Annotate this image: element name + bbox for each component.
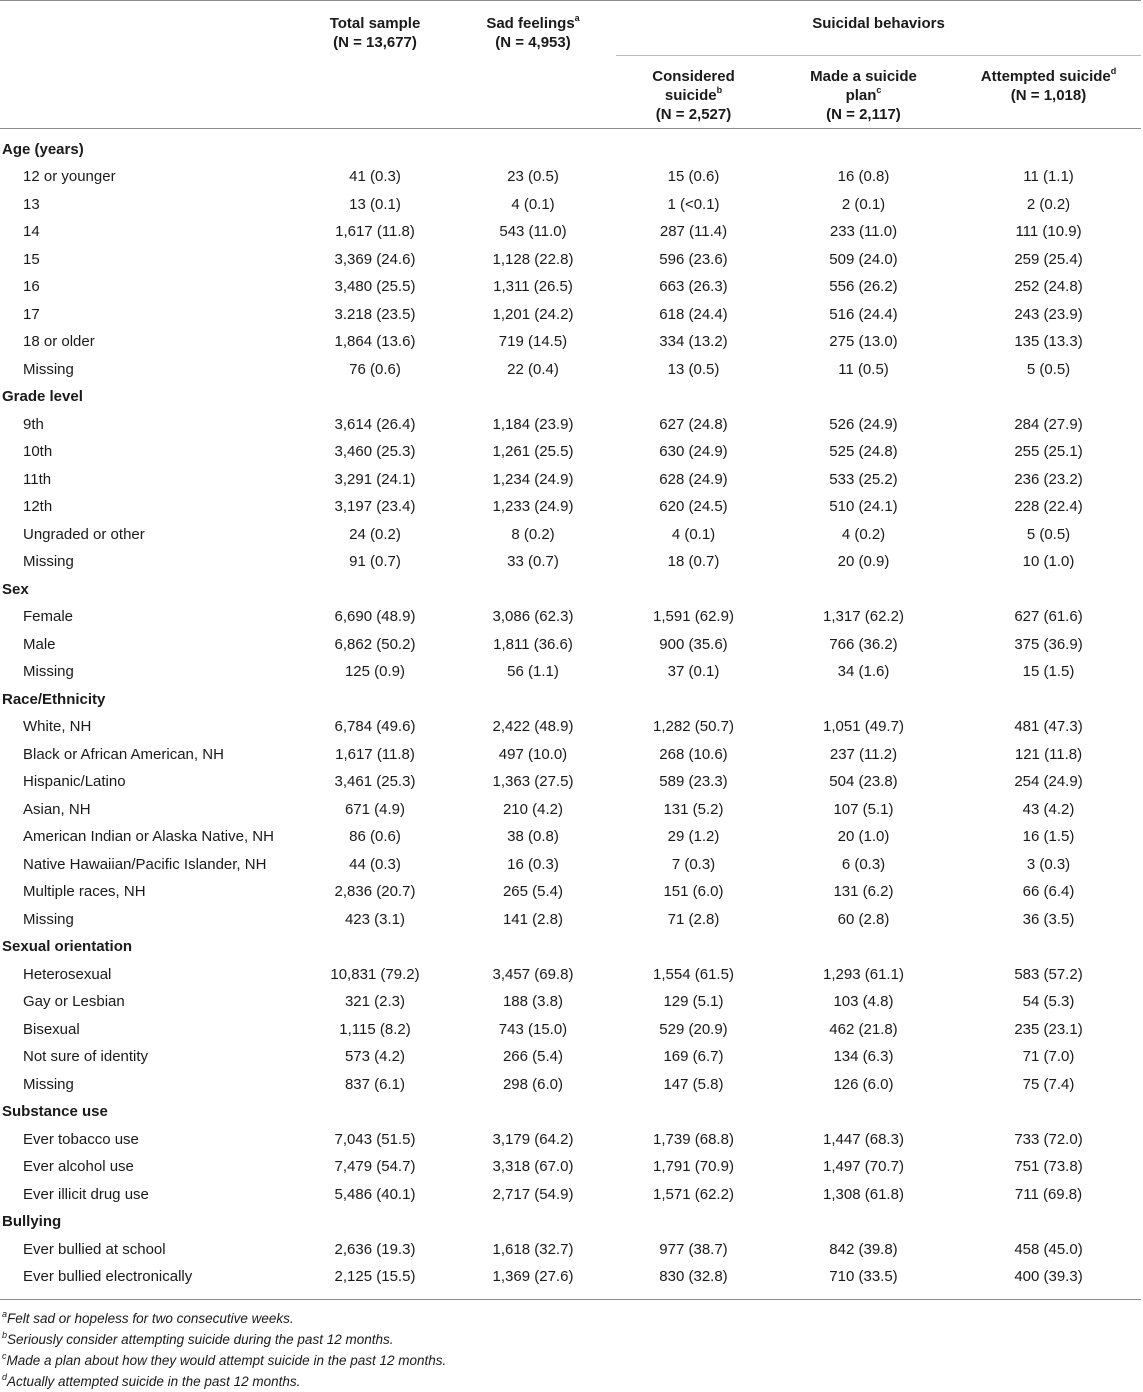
table-cell: 733 (72.0) <box>1014 1130 1083 1148</box>
table-cell: 1,554 (61.5) <box>653 965 734 983</box>
table-row <box>0 989 1141 1017</box>
table-cell: 1,317 (62.2) <box>823 608 904 626</box>
row-label: 10th <box>23 443 53 461</box>
section-header-row <box>0 577 1141 605</box>
table-cell: 620 (24.5) <box>659 498 728 516</box>
table-cell: 837 (6.1) <box>344 1075 406 1093</box>
table-cell: 573 (4.2) <box>344 1048 406 1066</box>
table-cell: 671 (4.9) <box>344 800 406 818</box>
table-row <box>0 522 1141 550</box>
row-label: Missing <box>23 360 74 378</box>
section-title: Age (years) <box>2 140 84 158</box>
footnote <box>2 1308 446 1329</box>
table-cell: 268 (10.6) <box>659 745 728 763</box>
table-row <box>0 824 1141 852</box>
table-cell: 125 (0.9) <box>344 663 406 681</box>
table-cell: 103 (4.8) <box>833 993 894 1011</box>
table-cell: 5 (0.5) <box>1026 360 1071 378</box>
section-header-row <box>0 1099 1141 1127</box>
table-cell: 56 (1.1) <box>507 663 559 681</box>
table-cell: 91 (0.7) <box>349 553 401 571</box>
table-cell: 126 (6.0) <box>833 1075 894 1093</box>
table-cell: 3 (0.3) <box>1026 855 1071 873</box>
table-cell: 3,369 (24.6) <box>334 250 416 268</box>
table-row <box>0 1044 1141 1072</box>
table-cell: 516 (24.4) <box>829 305 898 323</box>
header-plan-n: (N = 2,117) <box>826 105 901 123</box>
section-title: Grade level <box>2 388 83 406</box>
table-cell: 252 (24.8) <box>1014 278 1083 296</box>
table-cell: 842 (39.8) <box>829 1240 898 1258</box>
table-cell: 3,197 (23.4) <box>334 498 416 516</box>
table-cell: 4 (0.1) <box>671 525 716 543</box>
table-cell: 1,115 (8.2) <box>339 1020 411 1038</box>
table-cell: 41 (0.3) <box>349 168 401 186</box>
table-cell: 38 (0.8) <box>507 828 559 846</box>
table-row <box>0 714 1141 742</box>
table-cell: 504 (23.8) <box>829 773 898 791</box>
row-label: Native Hawaiian/Pacific Islander, NH <box>23 855 267 873</box>
table-cell: 710 (33.5) <box>829 1268 898 1286</box>
table-cell: 233 (11.0) <box>829 223 898 241</box>
table-cell: 2,836 (20.7) <box>334 883 416 901</box>
header-attempted-sup: d <box>1110 66 1117 76</box>
table-cell: 1,591 (62.9) <box>653 608 734 626</box>
table-cell: 1,617 (11.8) <box>335 745 415 763</box>
table-row <box>0 852 1141 880</box>
table-row <box>0 274 1141 302</box>
footnote-text: Seriously consider attempting suicide during the past 12 months. <box>7 1332 394 1347</box>
table-cell: 265 (5.4) <box>502 883 564 901</box>
footnote-marker: c <box>2 1350 7 1361</box>
table-cell: 3,457 (69.8) <box>492 965 574 983</box>
row-label: 12 or younger <box>23 168 116 186</box>
table-cell: 509 (24.0) <box>829 250 898 268</box>
table-cell: 2,422 (48.9) <box>492 718 574 736</box>
table-cell: 254 (24.9) <box>1014 773 1083 791</box>
table-cell: 131 (6.2) <box>833 883 894 901</box>
table-cell: 3,086 (62.3) <box>492 608 574 626</box>
table-cell: 510 (24.1) <box>829 498 898 516</box>
table-cell: 16 (1.5) <box>1022 828 1075 846</box>
table-cell: 1,184 (23.9) <box>492 415 574 433</box>
table-cell: 1,617 (11.8) <box>335 223 415 241</box>
table-cell: 1,128 (22.8) <box>492 250 574 268</box>
table-row <box>0 1264 1141 1299</box>
row-label: Ever bullied electronically <box>23 1268 193 1286</box>
table-cell: 10 (1.0) <box>1022 553 1075 571</box>
table-row <box>0 1072 1141 1100</box>
table-cell: 719 (14.5) <box>498 333 568 351</box>
header-considered-line1: Considered <box>652 68 735 85</box>
table-cell: 15 (0.6) <box>667 168 720 186</box>
row-label: Black or African American, NH <box>23 745 224 763</box>
table-cell: 11 (0.5) <box>838 360 889 378</box>
row-label: Ever bullied at school <box>23 1240 166 1258</box>
row-label: Ever illicit drug use <box>23 1185 149 1203</box>
table-cell: 1,571 (62.2) <box>653 1185 734 1203</box>
row-label: Asian, NH <box>23 800 91 818</box>
table-cell: 8 (0.2) <box>511 525 555 543</box>
table-row <box>0 439 1141 467</box>
header-plan-line2: plan <box>845 86 877 104</box>
table-body <box>0 129 1141 1300</box>
table-cell: 7 (0.3) <box>671 855 716 873</box>
table-cell: 1,497 (70.7) <box>823 1158 904 1176</box>
table-cell: 3,318 (67.0) <box>492 1158 574 1176</box>
header-total-n: (N = 13,677) <box>333 33 417 51</box>
row-label: Heterosexual <box>23 965 112 983</box>
table-cell: 3,460 (25.3) <box>334 443 416 461</box>
table-cell: 2 (0.2) <box>1026 195 1071 213</box>
table-cell: 16 (0.3) <box>507 855 559 873</box>
table-cell: 43 (4.2) <box>1022 800 1075 818</box>
table-cell: 1,447 (68.3) <box>823 1130 904 1148</box>
row-label: 18 or older <box>23 333 95 351</box>
table-cell: 977 (38.7) <box>659 1240 728 1258</box>
table-row <box>0 604 1141 632</box>
table-cell: 334 (13.2) <box>659 333 728 351</box>
footnote <box>2 1350 446 1371</box>
footnote-marker: d <box>2 1371 8 1382</box>
table-cell: 900 (35.6) <box>659 635 728 653</box>
table-cell: 7,043 (51.5) <box>334 1130 416 1148</box>
table-cell: 628 (24.9) <box>659 470 728 488</box>
row-label: Ungraded or other <box>23 525 145 543</box>
table-cell: 255 (25.1) <box>1014 443 1083 461</box>
row-label: 9th <box>23 415 44 433</box>
header-total <box>300 1 450 129</box>
table-cell: 1,618 (32.7) <box>492 1240 574 1258</box>
table-cell: 141 (2.8) <box>502 910 564 928</box>
row-label: Missing <box>23 910 74 928</box>
table-cell: 134 (6.3) <box>833 1048 894 1066</box>
table-cell: 1 (<0.1) <box>667 195 720 213</box>
table-cell: 481 (47.3) <box>1014 718 1083 736</box>
table-row <box>0 549 1141 577</box>
table-row <box>0 1154 1141 1182</box>
table-cell: 751 (73.8) <box>1014 1158 1083 1176</box>
row-label: Female <box>23 608 74 626</box>
row-label: Hispanic/Latino <box>23 773 126 791</box>
table-row <box>0 329 1141 357</box>
table-cell: 627 (24.8) <box>659 415 728 433</box>
table-cell: 20 (1.0) <box>837 828 890 846</box>
header-empty <box>0 1 300 129</box>
table-cell: 44 (0.3) <box>349 855 401 873</box>
footnote-marker: b <box>2 1329 8 1340</box>
table-cell: 423 (3.1) <box>344 910 406 928</box>
table-cell: 131 (5.2) <box>663 800 724 818</box>
table-row <box>0 879 1141 907</box>
row-label: 14 <box>23 223 40 241</box>
section-header-row <box>0 129 1141 165</box>
table-cell: 18 (0.7) <box>667 553 720 571</box>
row-label: White, NH <box>23 718 92 736</box>
table-cell: 210 (4.2) <box>502 800 564 818</box>
table-cell: 275 (13.0) <box>829 333 898 351</box>
table-cell: 3.218 (23.5) <box>334 305 416 323</box>
table-cell: 830 (32.8) <box>659 1268 728 1286</box>
table-cell: 284 (27.9) <box>1014 415 1083 433</box>
table-cell: 556 (26.2) <box>829 278 898 296</box>
table-row <box>0 467 1141 495</box>
footnote-marker: a <box>2 1308 8 1319</box>
table-cell: 1,311 (26.5) <box>493 278 573 296</box>
section-header-row <box>0 934 1141 962</box>
table-row <box>0 769 1141 797</box>
table-cell: 29 (1.2) <box>667 828 720 846</box>
table-cell: 287 (11.4) <box>659 223 728 241</box>
table-row <box>0 164 1141 192</box>
table-cell: 169 (6.7) <box>663 1048 724 1066</box>
table-cell: 24 (0.2) <box>349 525 401 543</box>
table-cell: 135 (13.3) <box>1014 333 1083 351</box>
section-title: Sex <box>2 580 29 598</box>
table-cell: 1,739 (68.8) <box>653 1130 734 1148</box>
table-cell: 6 (0.3) <box>841 855 886 873</box>
row-label: 15 <box>23 250 40 268</box>
table-cell: 1,051 (49.7) <box>823 718 904 736</box>
table-row <box>0 742 1141 770</box>
table-row <box>0 797 1141 825</box>
table-cell: 36 (3.5) <box>1022 910 1075 928</box>
table-cell: 298 (6.0) <box>502 1075 564 1093</box>
section-title: Substance use <box>2 1103 108 1121</box>
table-cell: 129 (5.1) <box>663 993 724 1011</box>
row-label: Missing <box>23 1075 74 1093</box>
table-cell: 15 (1.5) <box>1022 663 1075 681</box>
section-header-row <box>0 1209 1141 1237</box>
table-cell: 618 (24.4) <box>659 305 728 323</box>
table-cell: 236 (23.2) <box>1014 470 1083 488</box>
table-cell: 627 (61.6) <box>1014 608 1083 626</box>
table-cell: 34 (1.6) <box>837 663 890 681</box>
table-cell: 3,480 (25.5) <box>334 278 416 296</box>
table-cell: 462 (21.8) <box>829 1020 898 1038</box>
table-cell: 86 (0.6) <box>349 828 401 846</box>
table-cell: 13 (0.1) <box>349 195 401 213</box>
table-cell: 543 (11.0) <box>499 223 567 241</box>
header-considered-line2: suicide <box>664 86 717 104</box>
table-cell: 3,179 (64.2) <box>492 1130 574 1148</box>
footnote-text: Felt sad or hopeless for two consecutive weeks. <box>7 1311 294 1326</box>
row-label: 11th <box>23 470 52 488</box>
table-cell: 235 (23.1) <box>1014 1020 1083 1038</box>
table-cell: 711 (69.8) <box>1014 1185 1083 1203</box>
table-cell: 400 (39.3) <box>1014 1268 1083 1286</box>
section-title: Bullying <box>2 1213 62 1231</box>
table-cell: 259 (25.4) <box>1014 250 1083 268</box>
table-row <box>0 1127 1141 1155</box>
table-row <box>0 659 1141 687</box>
row-label: Missing <box>23 663 74 681</box>
table-cell: 589 (23.3) <box>659 773 728 791</box>
table-cell: 188 (3.8) <box>502 993 564 1011</box>
table-cell: 663 (26.3) <box>659 278 728 296</box>
footnote-text: Actually attempted suicide in the past 12 months. <box>7 1374 301 1389</box>
row-label: Bisexual <box>23 1020 80 1038</box>
header-attempted-n: (N = 1,018) <box>1010 86 1087 104</box>
row-label: Male <box>23 635 56 653</box>
table-cell: 11 (1.1) <box>1023 168 1074 186</box>
table-cell: 6,690 (48.9) <box>334 608 416 626</box>
table-header <box>0 1 1141 129</box>
header-plan-sup: c <box>876 84 882 95</box>
table-cell: 1,201 (24.2) <box>492 305 574 323</box>
table-row <box>0 247 1141 275</box>
table-cell: 458 (45.0) <box>1014 1240 1083 1258</box>
header-plan <box>771 56 956 129</box>
row-label: American Indian or Alaska Native, NH <box>23 828 274 846</box>
table-cell: 533 (25.2) <box>829 470 898 488</box>
table-row <box>0 494 1141 522</box>
table-cell: 630 (24.9) <box>659 443 728 461</box>
table-cell: 243 (23.9) <box>1014 305 1083 323</box>
header-considered <box>616 56 771 129</box>
table-cell: 151 (6.0) <box>663 883 724 901</box>
table-cell: 76 (0.6) <box>349 360 401 378</box>
table-cell: 321 (2.3) <box>344 993 406 1011</box>
header-suicidal-behaviors <box>616 1 1141 56</box>
table-cell: 743 (15.0) <box>498 1020 568 1038</box>
table-cell: 228 (22.4) <box>1014 498 1083 516</box>
table-cell: 375 (36.9) <box>1014 635 1083 653</box>
table-cell: 121 (11.8) <box>1014 745 1083 763</box>
row-label: 13 <box>23 195 40 213</box>
table-row <box>0 907 1141 935</box>
table-cell: 2,636 (19.3) <box>334 1240 416 1258</box>
header-attempted-line1: Attempted suicide <box>980 68 1111 85</box>
table-row <box>0 1182 1141 1210</box>
table-cell: 2,125 (15.5) <box>334 1268 416 1286</box>
table-cell: 107 (5.1) <box>833 800 894 818</box>
row-label: Not sure of identity <box>23 1048 149 1066</box>
table-cell: 529 (20.9) <box>659 1020 728 1038</box>
table-cell: 4 (0.2) <box>841 525 886 543</box>
table-row <box>0 357 1141 385</box>
section-header-row <box>0 384 1141 412</box>
section-header-row <box>0 687 1141 715</box>
section-title: Sexual orientation <box>2 938 133 956</box>
row-label: 17 <box>23 305 40 323</box>
table-cell: 766 (36.2) <box>829 635 898 653</box>
table-cell: 596 (23.6) <box>659 250 728 268</box>
table-cell: 60 (2.8) <box>837 910 890 928</box>
table-cell: 3,461 (25.3) <box>334 773 416 791</box>
table-cell: 13 (0.5) <box>667 360 720 378</box>
table-row <box>0 1017 1141 1045</box>
table-cell: 5 (0.5) <box>1026 525 1071 543</box>
table-cell: 1,261 (25.5) <box>492 443 574 461</box>
table-cell: 6,784 (49.6) <box>334 718 416 736</box>
header-plan-line1: Made a suicide <box>810 68 917 85</box>
table-cell: 497 (10.0) <box>498 745 568 763</box>
table-cell: 111 (10.9) <box>1015 223 1082 241</box>
table-cell: 4 (0.1) <box>511 195 555 213</box>
table-cell: 37 (0.1) <box>667 663 720 681</box>
table-cell: 525 (24.8) <box>829 443 898 461</box>
table-cell: 2,717 (54.9) <box>492 1185 574 1203</box>
header-sad <box>450 1 616 129</box>
header-attempted <box>956 56 1141 129</box>
table-cell: 71 (7.0) <box>1022 1048 1075 1066</box>
row-label: Missing <box>23 553 74 571</box>
table-cell: 3,614 (26.4) <box>334 415 416 433</box>
table-row <box>0 302 1141 330</box>
table-row <box>0 962 1141 990</box>
table-cell: 147 (5.8) <box>663 1075 724 1093</box>
table-cell: 7,479 (54.7) <box>334 1158 416 1176</box>
table-cell: 10,831 (79.2) <box>330 965 420 983</box>
table-cell: 1,363 (27.5) <box>492 773 574 791</box>
row-label: 16 <box>23 278 40 296</box>
row-label: Gay or Lesbian <box>23 993 125 1011</box>
table-cell: 1,791 (70.9) <box>653 1158 734 1176</box>
table-cell: 54 (5.3) <box>1022 993 1075 1011</box>
table-cell: 22 (0.4) <box>507 360 559 378</box>
table-row <box>0 192 1141 220</box>
table-cell: 23 (0.5) <box>507 168 559 186</box>
header-considered-n: (N = 2,527) <box>655 105 732 123</box>
row-label: Ever alcohol use <box>23 1158 134 1176</box>
table-cell: 1,811 (36.6) <box>493 635 573 653</box>
table-cell: 1,233 (24.9) <box>492 498 574 516</box>
header-group-label: Suicidal behaviors <box>812 15 945 32</box>
row-label: Ever tobacco use <box>23 1130 139 1148</box>
header-total-label: Total sample <box>329 15 421 32</box>
table-cell: 237 (11.2) <box>829 745 898 763</box>
table-row <box>0 632 1141 660</box>
table-cell: 75 (7.4) <box>1022 1075 1075 1093</box>
table-cell: 66 (6.4) <box>1022 883 1075 901</box>
footnotes <box>2 1308 446 1392</box>
table-cell: 6,862 (50.2) <box>334 635 416 653</box>
table-row <box>0 1237 1141 1265</box>
table-cell: 1,864 (13.6) <box>334 333 416 351</box>
row-label: 12th <box>23 498 53 516</box>
table-cell: 583 (57.2) <box>1014 965 1083 983</box>
row-label: Multiple races, NH <box>23 883 146 901</box>
table-cell: 1,234 (24.9) <box>492 470 574 488</box>
table-cell: 20 (0.9) <box>837 553 890 571</box>
table-cell: 526 (24.9) <box>829 415 898 433</box>
header-considered-sup: b <box>716 84 723 95</box>
table-cell: 33 (0.7) <box>507 553 559 571</box>
table-cell: 71 (2.8) <box>667 910 720 928</box>
header-sad-label: Sad feelings <box>486 15 575 32</box>
header-sad-sup: a <box>574 13 580 23</box>
table-cell: 1,369 (27.6) <box>492 1268 574 1286</box>
table-cell: 5,486 (40.1) <box>334 1185 416 1203</box>
table-cell: 1,282 (50.7) <box>653 718 734 736</box>
table-cell: 16 (0.8) <box>837 168 890 186</box>
header-sad-n: (N = 4,953) <box>495 33 571 51</box>
table-row <box>0 219 1141 247</box>
table-cell: 1,293 (61.1) <box>823 965 904 983</box>
table-cell: 266 (5.4) <box>502 1048 564 1066</box>
table-row <box>0 412 1141 440</box>
footnote-text: Made a plan about how they would attempt suicide in the past 12 months. <box>6 1353 447 1368</box>
section-title: Race/Ethnicity <box>2 690 106 708</box>
table-cell: 1,308 (61.8) <box>823 1185 904 1203</box>
table-cell: 3,291 (24.1) <box>334 470 416 488</box>
footnote <box>2 1329 446 1350</box>
table-cell: 2 (0.1) <box>841 195 886 213</box>
footnote <box>2 1371 446 1392</box>
